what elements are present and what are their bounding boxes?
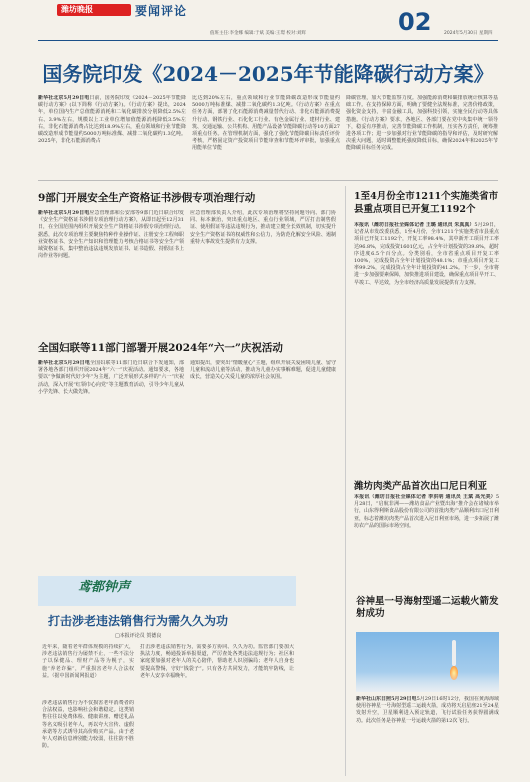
- column-divider: [345, 186, 346, 776]
- rocket-launch-photo: [356, 632, 499, 692]
- lead-headline: 国务院印发《2024－2025年节能降碳行动方案》: [42, 62, 494, 86]
- page-number: 02: [398, 8, 432, 36]
- meat-headline: 潍坊肉类产品首次出口尼日利亚: [354, 481, 488, 492]
- lead-col-3: 降碳管理，加大节能监察力度。加强能源消费和碳排放统计核算等基础工作。在支持保障方面，明确了要健全法规标准，完善价格政策，强化资金支持，丰富金融工具，加强科技引领，实施全民行动等具体措施。《行动方案》要求，各地区、各部门要在党中央集中统一领导下，稳妥有序推动，完善节能降碳工作机制，压实各方责任，统筹推进各项工作；进一步加强对行业节能降碳的指导和评估，及时研究解决重大问题，适时调整能耗强度降低目标，确保2024年和2025年节能降碳目标任务完成。: [346, 95, 498, 152]
- smoke-cloud: [356, 672, 499, 692]
- qual-headline: 9部门开展安全生产资格证书涉假专项治理行动: [38, 192, 256, 204]
- comment-headline: 打击涉老违法销售行为需久久为功: [48, 614, 229, 628]
- qual-col-2: 应急管理部负责人介绍，此次专项治理将坚持问题导向、部门协同、标本兼治，突出重点地区、重点行业领域，严厉打击制售假证、使用假证等违法违规行为，推动建立健全长效机制，切实提升安全生产资格证书的权威性和公信力，为防范化解安全风险、遏制重特大事故发生提供有力支撑。: [190, 210, 336, 245]
- issue-date: 2024年5月30日 星期四: [444, 31, 493, 36]
- comment-lead: 近年来，随着老年群体规模的持续扩大，涉老违法销售行为屡禁不止，一些不法分子以保健品、理财产品等为幌子，实施“养老诈骗”，严重损害老年人合法权益。（据中国新闻网报道）: [42, 644, 134, 679]
- lead-byline: 新华社北京5月29日电: [38, 95, 90, 101]
- satellite-headline: 谷神星一号海射型遥二运载火箭发射成功: [356, 596, 499, 619]
- comment-author: □本报评论员 贺德良: [115, 633, 162, 639]
- section-title: 要闻评论: [135, 4, 188, 18]
- rocket-icon: [452, 640, 456, 666]
- projects-headline: 1至4月份全市1211个实施类省市县重点项目已开复工1192个: [354, 191, 499, 215]
- kids-col-2: 通知提出，要突出“情暖童心”主题，组织开展关爱困境儿童、留守儿童和流动儿童等活动，推动为儿童办实事解难题，促进儿童健康成长，营造关心关爱儿童的浓厚社会氛围。: [190, 360, 336, 381]
- comment-col-2: 打击涉老违法销售行为，需要多方协同、久久为功。监管部门要加大执法力度，畅通投诉举报渠道，严厉查处各类违法违规行为；社区和家庭要加强对老年人的关心陪伴，帮助老人识别骗局；老年人自身也要提高警惕，守好“钱袋子”。只有各方共同发力，才能筑牢防线，让老年人安享幸福晚年。: [140, 644, 294, 679]
- comment-column-tag: 鸢都钟声: [78, 580, 131, 595]
- projects-body: 本报讯（潍坊日报社全媒体记者 王璐 通讯员 朱真真）5月29日，记者从市发改委获悉，1至4月份，全市1211个实施类省市县重点项目已开复工1192个，开复工率98.4%，其中新开工项目开工率达96.8%，完成投资1601亿元，占全年计划投资的39.8%，超时序进度6.5个百分点。分类别看，全市省重点项目开复工率100%，完成投资占全年计划投资的48.1%；市重点项目开复工率99.2%，完成投资占全年计划投资的41.2%。下一步，全市将进一步加强要素保障，加快推进项目建设，确保重点项目早开工、早竣工、早达效，为全市经济高质量发展提供有力支撑。: [354, 222, 499, 286]
- satellite-body: 新华社山东日照5月29日电5月29日16时12分，我国在黄海海域使用谷神星一号海射型遥二运载火箭，成功将天启星座21至24星发射升空，卫星顺利进入预定轨道，飞行试验任务获得圆满成功。此次任务是谷神星一号运载火箭的第12次飞行。: [356, 696, 499, 724]
- meat-body: 本报讯（潍坊日报社全媒体记者 李洪明 通讯员 王斌 高光美）5月28日，“启航非洲——潍坊食品产业暨出海”推介会在诸城市举行，山东得利斯食品股份有限公司的首批肉类产品顺利出口尼日利亚，标志着潍坊肉类产品首次进入尼日利亚市场，进一步拓展了潍坊农产品的国际市场空间。: [354, 494, 499, 529]
- divider-1: [38, 180, 498, 181]
- kids-headline: 全国妇联等11部门部署开展2024年“六一”庆祝活动: [38, 342, 283, 354]
- comment-band: [38, 576, 296, 606]
- comment-col-1: 涉老违法销售行为不仅损害老年消费者的合法权益，也影响社会和谐稳定。这类销售往往以免费体检、健康讲座、赠送礼品等名义吸引老年人，再以夸大宣传、虚假承诺等方式诱导其高价购买产品。由于老年人对新信息辨别能力较弱，往往防不胜防。: [42, 700, 134, 750]
- lead-col-2: 比达到20%左右，重点领域和行业节能降碳改造形成节能量约5000万吨标准煤、减排二氧化碳约1.3亿吨。《行动方案》在重点任务方面，部署了化石能源消费减量替代行动、非化石能源消费提升行动、钢铁行业、石化化工行业、有色金属行业、建材行业、建筑、交通运输、公共机构、用能产品设备节能降碳行动等10方面27项重点任务。在管理机制方面，强化了强化节能降碳目标责任评价考核，严格固定资产投资项目节能审查和节能环评审批，加强重点用能单位节能: [192, 95, 340, 152]
- paper-logo: 潍坊晚报: [57, 4, 131, 16]
- lead-col-1: 新华社北京5月29日电日前，国务院印发《2024－2025年节能降碳行动方案》(以下简称《行动方案》)。《行动方案》提出，2024年，单位国内生产总值能源消耗和二氧化碳排放分别降低2.5%左右、3.9%左右，规模以上工业单位增加值能源消耗降低3.5%左右，非化石能源消费占比达到18.9%左右，重点领域和行业节能降碳改造形成节能量约5000万吨标准煤、减排二氧化碳约1.3亿吨。2025年，非化石能源消费占: [38, 95, 186, 145]
- editor-meta: 值班主任:李金娜 编辑:于斌 美编:王璟 校对:刘辉: [210, 31, 306, 36]
- header-rule: [38, 40, 498, 41]
- kids-col-1: 新华社北京5月29日电全国妇联等11部门近日联合下发通知，部署各地各部门组织开展2024年“六一”庆祝活动。通知要求，各地要以“争做新时代好少年”为主题，广泛开展形式多样的“六一”庆祝活动，深入开展“红领巾心向党”等主题教育活动，引导少年儿童从小学先锋、长大做先锋。: [38, 360, 184, 395]
- qual-col-1: 新华社北京5月29日电应急管理部和公安部等9部门近日联合印发《安全生产资格证书涉假专项治理行动方案》，从即日起至12月31日，在全国范围内组织开展安全生产资格证书涉假专项治理行动。据悉，此次专项治理主要聚焦特种作业操作证、注册安全工程师职业资格证书、安全生产知识和管理能力考核合格证书等安全生产领域资格证书，集中整治违法违规发放证书、证书造假、持假证书上岗作业等问题。: [38, 210, 184, 260]
